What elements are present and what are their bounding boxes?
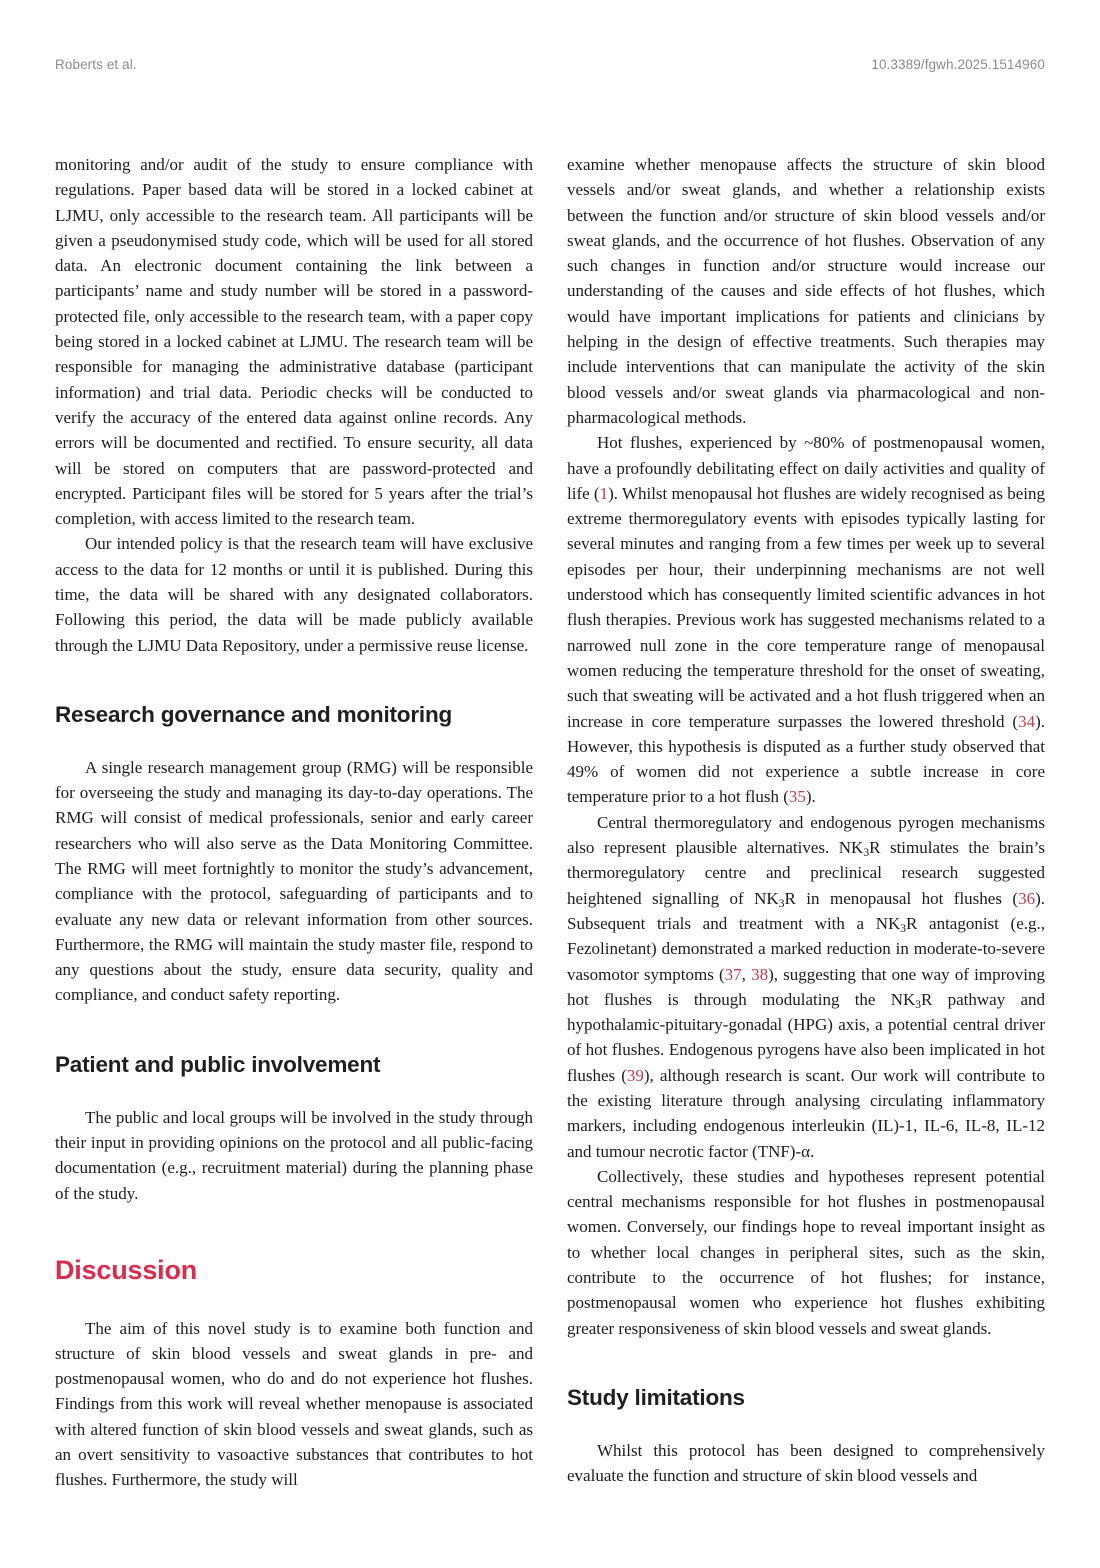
text-run: R in menopausal hot flushes ( <box>784 888 1019 908</box>
text-run: Central thermoregulatory and endogenous pyrogen mechanisms also represent plausible alternatives. NK <box>567 812 1045 858</box>
text-run: R stimulates the brain’s thermoregulatory centre and preclinical research suggested heightened signalling of NK <box>567 838 1045 908</box>
paragraph <box>567 1164 1045 1341</box>
article-body <box>55 152 1045 1493</box>
text-run: R antagonist (e.g., Fezolinetant) demonstrated a marked reduction in moderate-to-severe vasomotor symptoms ( <box>567 913 1045 984</box>
text-run: R pathway and hypothalamic-pituitary-gonadal (HPG) axis, a potential central driver of hot flushes. Endogenous pyrogens have also been implicated in hot flushes ( <box>567 989 1045 1085</box>
text-run: A single research management group (RMG) will be responsible for overseeing the study and managing its day-to-day operations. The RMG will consist of medical professionals, senior and early career researchers who will also serve as the Data Monitoring Committee. The RMG will meet fortnightly to monitor the study’s advancement, compliance with the protocol, safeguarding of participants and to evaluate any new data or relevant information from other sources. Furthermore, the RMG will maintain the study master file, respond to any questions about the study, ensure data security, quality and compliance, and conduct safety reporting. <box>55 757 533 1005</box>
citation-link[interactable]: 1 <box>599 483 609 503</box>
text-run: ). Whilst menopausal hot flushes are widely recognised as being extreme thermoregulatory events with episodes typically lasting for several minutes and ranging from a few times per week up to several episodes per hour, their underpinning mechanisms are not well understood which has consequently limited scientific advances in hot flush therapies. Previous work has suggested mechanisms related to a narrowed null zone in the core temperature range of menopausal women reducing the temperature threshold for the onset of sweating, such that sweating will be activated and a hot flush triggered when an increase in core temperature surpasses the lowered threshold ( <box>567 483 1045 731</box>
text-run: Whilst this protocol has been designed to comprehensively evaluate the function and structure of skin blood vessels and <box>567 1440 1045 1486</box>
citation-link[interactable]: 37 <box>724 964 742 984</box>
subscript-text: 3 <box>778 896 785 910</box>
page-header <box>55 57 1045 72</box>
paragraph <box>567 430 1045 809</box>
text-run: Collectively, these studies and hypotheses represent potential central mechanisms responsible for hot flushes in postmenopausal women. Conversely, our findings hope to reveal important insight as to whether local changes in peripheral sites, such as the skin, contribute to the occurrence of hot flushes; for instance, postmenopausal women who experience hot flushes exhibiting greater responsiveness of skin blood vessels and sweat glands. <box>567 1166 1045 1338</box>
text-run: ), suggesting that one way of improving hot flushes is through modulating the NK <box>567 964 1045 1009</box>
paragraph <box>55 755 533 1008</box>
section-heading-primary: Discussion <box>55 1254 198 1285</box>
paragraph <box>567 810 1045 1164</box>
text-run: ). Subsequent trials and treatment with a NK <box>567 888 1045 933</box>
subscript-text: 3 <box>863 845 870 859</box>
text-run: ), although research is scant. Our work will contribute to the existing literature through analysing circulating inflammatory markers, including endogenous interleukin (IL)-1, IL-6, IL-8, IL-12 and tumour necrotic factor (TNF)-α. <box>567 1065 1045 1161</box>
text-run: examine whether menopause affects the structure of skin blood vessels and/or sweat glands, and whether a relationship exists between the function and/or structure of skin blood vessels and/or sweat glands, and the occurrence of hot flushes. Observation of any such changes in function and/or structure would increase our understanding of the causes and side effects of hot flushes, which would have important implications for patients and clinicians by helping in the design of effective treatments. Such therapies may include interventions that can manipulate the activity of the skin blood vessels and/or sweat glands via pharmacological and non-pharmacological methods. <box>567 155 1045 427</box>
text-run: ). <box>805 787 816 807</box>
text-run: monitoring and/or audit of the study to ensure compliance with regulations. Paper based data will be stored in a locked cabinet at LJMU, only accessible to the research team. All participants will be given a pseudonymised study code, which will be used for all stored data. An electronic document containing the link between a participants’ name and study number will be stored in a password-protected file, only accessible to the research team, with a paper copy being stored in a locked cabinet at LJMU. The research team will be responsible for managing the administrative database (participant information) and trial data. Periodic checks will be conducted to verify the accuracy of the entered data against online records. Any errors will be documented and rectified. To ensure security, all data will be stored on computers that are password-protected and encrypted. Participant files will be stored for 5 years after the trial’s completion, with access limited to the research team. <box>55 155 533 529</box>
running-head-authors: Roberts et al. <box>55 57 137 72</box>
paragraph <box>55 531 533 657</box>
article-left-column <box>55 152 533 1493</box>
citation-link[interactable]: 36 <box>1018 888 1036 908</box>
paragraph <box>55 1316 533 1493</box>
citation-link[interactable]: 38 <box>751 964 769 984</box>
running-head-doi: 10.3389/fgwh.2025.1514960 <box>871 57 1045 72</box>
text-run: Our intended policy is that the research team will have exclusive access to the data for 12 months or until it is published. During this time, the data will be shared with any designated collaborators. Following this period, the data will be made publicly available through the LJMU Data Repository, under a permissive reuse license. <box>55 534 533 655</box>
section-heading: Study limitations <box>567 1384 745 1410</box>
text-run: , <box>741 964 752 984</box>
citation-link[interactable]: 35 <box>788 787 806 807</box>
citation-link[interactable]: 39 <box>626 1065 644 1085</box>
article-right-column <box>567 152 1045 1493</box>
paragraph <box>567 1438 1045 1489</box>
citation-link[interactable]: 34 <box>1018 711 1036 731</box>
text-run: ). However, this hypothesis is disputed as a further study observed that 49% of women did not experience a subtle increase in core temperature prior to a hot flush ( <box>567 711 1045 807</box>
text-run: The public and local groups will be involved in the study through their input in providing opinions on the protocol and all public-facing documentation (e.g., recruitment material) during the planning phase of the study. <box>55 1107 533 1203</box>
text-run: Hot flushes, experienced by ~80% of postmenopausal women, have a profoundly debilitating effect on daily activities and quality of life ( <box>567 433 1045 503</box>
paragraph <box>567 152 1045 430</box>
text-run: The aim of this novel study is to examine both function and structure of skin blood vessels and sweat glands in pre- and postmenopausal women, who do and do not experience hot flushes. Findings from this work will reveal whether menopause is associated with altered function of skin blood vessels and sweat glands, such as an overt sensitivity to vasoactive substances that contributes to hot flushes. Furthermore, the study will <box>55 1318 533 1490</box>
subscript-text: 3 <box>915 997 922 1011</box>
paragraph <box>55 1105 533 1206</box>
section-heading: Patient and public involvement <box>55 1051 381 1077</box>
section-heading: Research governance and monitoring <box>55 701 453 727</box>
subscript-text: 3 <box>900 921 907 935</box>
paragraph <box>55 152 533 531</box>
